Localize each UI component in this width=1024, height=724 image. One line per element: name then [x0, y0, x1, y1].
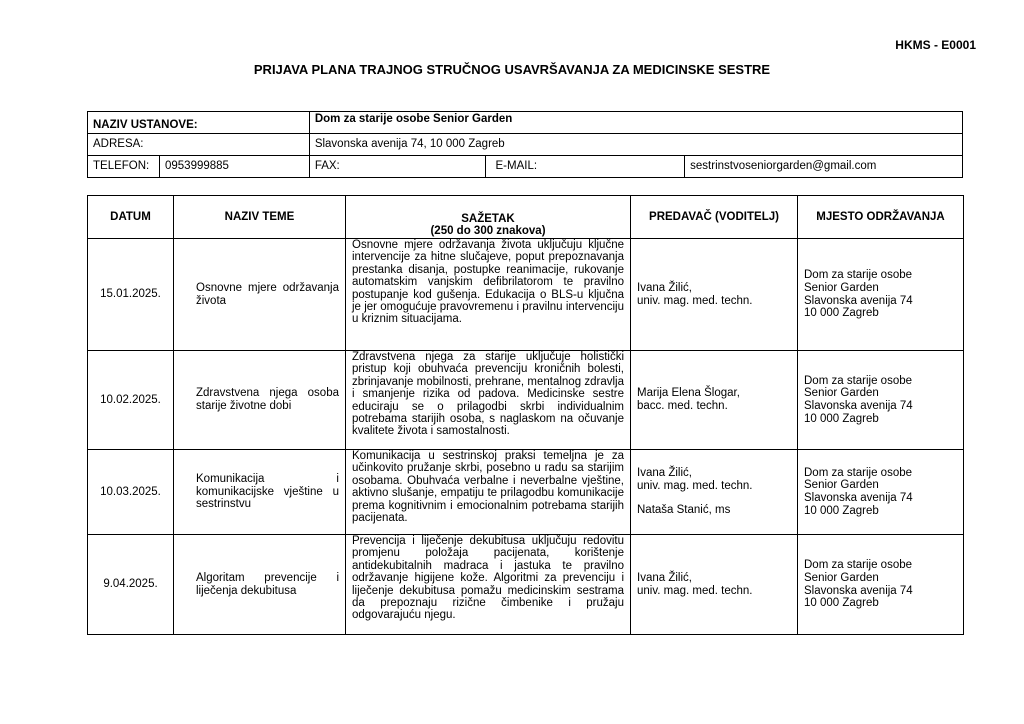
place-line: Dom za starije osobe — [804, 374, 913, 387]
place-line: Slavonska avenija 74 — [804, 400, 913, 412]
place-line: 10 000 Zagreb — [804, 597, 879, 610]
contact-row — [88, 156, 963, 178]
header-topic: NAZIV TEME — [174, 196, 346, 239]
place-line: Senior Garden — [804, 479, 879, 492]
place-line: 10 000 Zagreb — [804, 412, 879, 425]
email-label: E-MAIL: — [485, 156, 685, 178]
row-date: 10.03.2025. — [88, 450, 174, 535]
row-topic: Algoritam prevencije i liječenja dekubitusa — [174, 535, 346, 635]
header-summary-title: SAŽETAK — [461, 212, 515, 225]
page-title: PRIJAVA PLANA TRAJNOG STRUČNOG USAVRŠAVANJA ZA MEDICINSKE SESTRE — [253, 62, 771, 77]
lecturer-name: Ivana Žilić, — [637, 467, 692, 480]
place-line: Dom za starije osobe — [804, 466, 913, 479]
lecturer-name: Ivana Žilić, — [637, 281, 692, 294]
lecturer-title: univ. mag. med. techn. — [637, 479, 753, 492]
table-row — [88, 450, 964, 535]
header-place: MJESTO ODRŽAVANJA — [798, 196, 964, 239]
address-row — [88, 134, 963, 156]
row-place — [798, 450, 964, 535]
email-value: sestrinstvoseniorgarden@gmail.com — [685, 156, 963, 178]
table-row — [88, 351, 964, 450]
lecturer-title: univ. mag. med. techn. — [637, 294, 753, 307]
header-summary-sub: (250 do 300 znakova) — [430, 225, 546, 238]
row-lecturer — [631, 535, 798, 635]
row-place — [798, 239, 964, 351]
place-line: 10 000 Zagreb — [804, 504, 879, 517]
fax-label: FAX: — [314, 160, 340, 173]
row-summary: Prevencija i liječenje dekubitusa uključuju redovitu promjenu položaja pacijenata, korištenje antidekubitalnih madraca i jastuka te pravilno održavanje higijene kože. Algoritmi za prevenciju i liječenje dekubitusa pomažu medicinskim sestrama da prepoznaju rizične čimbenike i pružaju odgovarajuću njegu. — [346, 535, 631, 635]
lecturer-gap — [637, 492, 791, 504]
table-row — [88, 239, 964, 351]
row-lecturer — [631, 351, 798, 450]
row-date: 10.02.2025. — [88, 351, 174, 450]
row-topic: Zdravstvena njega osoba starije životne dobi — [174, 351, 346, 450]
place-line: Senior Garden — [804, 387, 879, 400]
place-line: Senior Garden — [804, 281, 879, 294]
header-date: DATUM — [88, 196, 174, 239]
row-summary: Osnovne mjere održavanja života uključuju ključne intervencije za hitne slučajeve, poput prepoznavanja prestanka disanja, postupke reanimacije, rukovanje automatskim vanjskim defibrilatorom te pravilno postupanje kod gušenja. Edukacija o BLS-u ključna je jer omogućuje pravovremenu i pravilnu intervenciju u kriznim situacijama. — [346, 239, 631, 351]
lecturer-name-2: Nataša Stanić, ms — [637, 504, 731, 517]
row-place — [798, 351, 964, 450]
row-date: 15.01.2025. — [88, 239, 174, 351]
row-lecturer — [631, 450, 798, 535]
institution-name-row — [88, 112, 963, 134]
address-value: Slavonska avenija 74, 10 000 Zagreb — [309, 134, 962, 156]
place-line: Senior Garden — [804, 571, 879, 584]
education-plan-table — [87, 195, 964, 635]
row-summary: Zdravstvena njega za starije uključuje holistički pristup koji obuhvaća prevenciju kroničnih bolesti, zbrinjavanje mobilnosti, prehrane, mentalnog zdravlja i smanjenje rizika od padova. Medicinske sestre educiraju se o prilagodbi skrbi individualnim potrebama starijih osoba, s naglaskom na očuvanje kvalitete života i samostalnosti. — [346, 351, 631, 450]
place-line: Dom za starije osobe — [804, 269, 913, 282]
row-lecturer — [631, 239, 798, 351]
lecturer-title: univ. mag. med. techn. — [637, 584, 753, 597]
header-lecturer: PREDAVAČ (VODITELJ) — [631, 196, 798, 239]
place-line: Slavonska avenija 74 — [804, 584, 913, 597]
row-date: 9.04.2025. — [88, 535, 174, 635]
form-code: HKMS - E0001 — [895, 38, 976, 52]
place-line: Dom za starije osobe — [804, 559, 913, 572]
phone-label: TELEFON: — [88, 156, 160, 178]
institution-name-label: NAZIV USTANOVE: — [88, 112, 310, 134]
institution-info-table — [87, 111, 963, 178]
row-summary: Komunikacija u sestrinskoj praksi temeljna je za učinkovito pružanje skrbi, posebno u radu sa starijim osobama. Obuhvaća verbalne i neverbalne vještine, aktivno slušanje, empatiju te prilagodbu komunikacije prema kognitivnim i emocionalnim potrebama starijih pacijenata. — [346, 450, 631, 535]
place-line: Slavonska avenija 74 — [804, 294, 913, 307]
lecturer-name: Ivana Žilić, — [637, 571, 692, 584]
phone-value: 0953999885 — [159, 156, 309, 178]
lecturer-title: bacc. med. techn. — [637, 400, 728, 412]
row-place — [798, 535, 964, 635]
table-row — [88, 535, 964, 635]
row-topic: Osnovne mjere održavanja života — [174, 239, 346, 351]
place-line: Slavonska avenija 74 — [804, 492, 913, 504]
address-label: ADRESA: — [88, 134, 310, 156]
row-topic: Komunikacija i komunikacijske vještine u sestrinstvu — [174, 450, 346, 535]
institution-name-value: Dom za starije osobe Senior Garden — [309, 112, 962, 134]
lecturer-name: Marija Elena Šlogar, — [637, 387, 740, 400]
table-header-row — [88, 196, 964, 239]
header-summary — [346, 196, 631, 239]
fax-label-cell — [309, 156, 485, 178]
place-line: 10 000 Zagreb — [804, 307, 879, 320]
